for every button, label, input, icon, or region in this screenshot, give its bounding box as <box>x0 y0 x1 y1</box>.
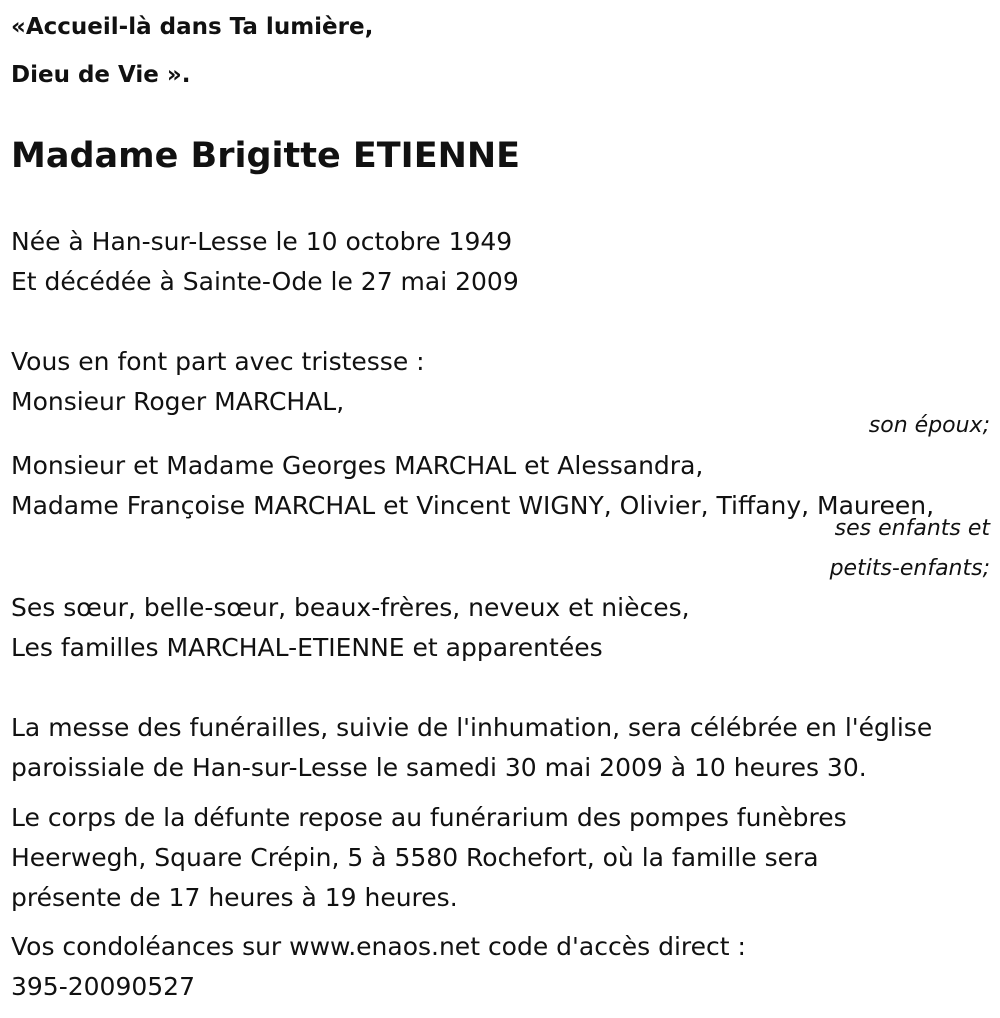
families-line: Les familles MARCHAL-ETIENNE et apparentées <box>11 633 603 662</box>
death-line: Et décédée à Sainte-Ode le 27 mai 2009 <box>11 267 519 296</box>
condolences-code: 395-20090527 <box>11 972 195 1001</box>
condolences-line: Vos condoléances sur www.enaos.net code d'accès direct : <box>11 932 746 961</box>
birth-line: Née à Han-sur-Lesse le 10 octobre 1949 <box>11 227 513 256</box>
funeral-line-1: La messe des funérailles, suivie de l'inhumation, sera célébrée en l'église <box>11 713 933 742</box>
announcement-intro: Vous en font part avec tristesse : <box>11 347 425 376</box>
verse-line-1: «Accueil-là dans Ta lumière, <box>11 14 374 40</box>
spouse-line: Monsieur Roger MARCHAL, <box>11 387 345 416</box>
children-line-1: Monsieur et Madame Georges MARCHAL et Alessandra, <box>11 451 704 480</box>
children-role-line-1: ses enfants et <box>834 516 990 541</box>
repose-line-2: Heerwegh, Square Crépin, 5 à 5580 Rochefort, où la famille sera <box>11 843 819 872</box>
children-role-line-2: petits-enfants; <box>829 556 990 581</box>
verse-line-2: Dieu de Vie ». <box>11 62 191 88</box>
children-line-2: Madame Françoise MARCHAL et Vincent WIGNY, Olivier, Tiffany, Maureen, <box>11 491 935 520</box>
spouse-role: son époux; <box>868 413 990 438</box>
repose-line-3: présente de 17 heures à 19 heures. <box>11 883 458 912</box>
repose-line-1: Le corps de la défunte repose au funérarium des pompes funèbres <box>11 803 847 832</box>
deceased-name: Madame Brigitte ETIENNE <box>11 136 521 176</box>
siblings-line: Ses sœur, belle-sœur, beaux-frères, neveux et nièces, <box>11 593 690 622</box>
funeral-line-2: paroissiale de Han-sur-Lesse le samedi 30 mai 2009 à 10 heures 30. <box>11 753 867 782</box>
